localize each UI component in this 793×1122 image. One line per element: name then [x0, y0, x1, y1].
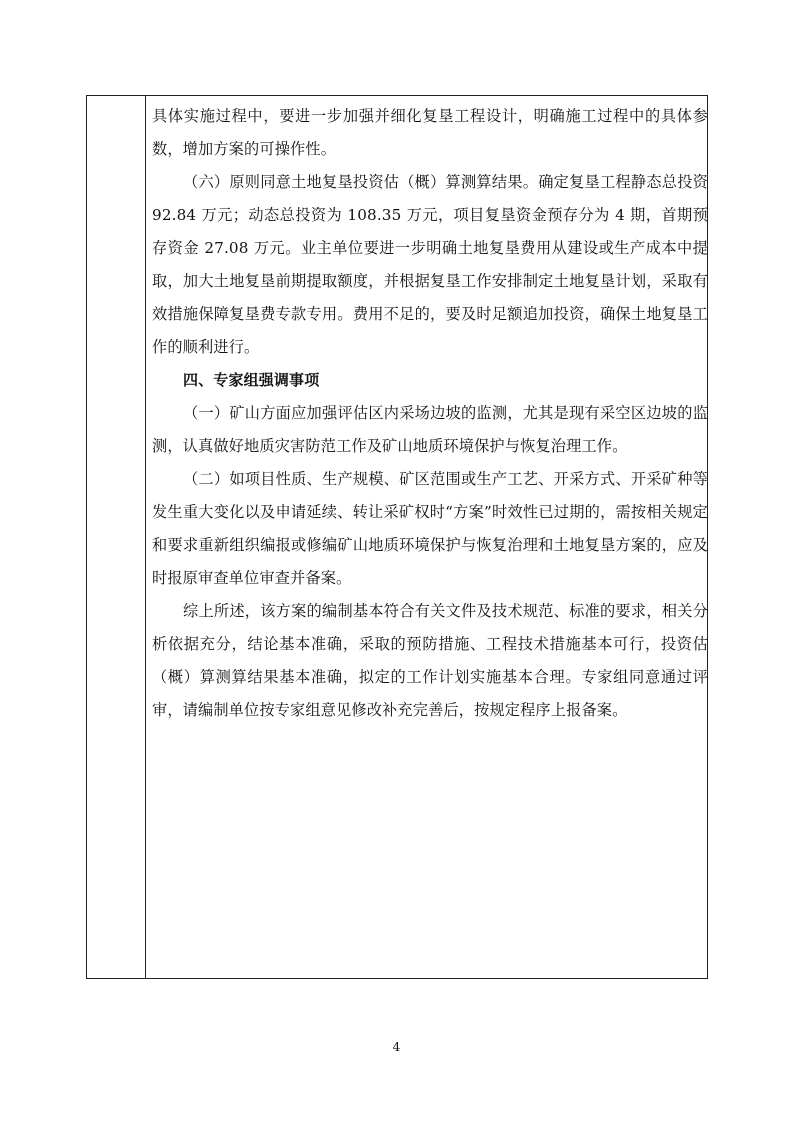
table-label-column: [87, 96, 146, 978]
opinion-table: [86, 95, 708, 979]
paragraph-item-1-monitoring: （一）矿山方面应加强评估区内采场边坡的监测，尤其是现有采空区边坡的监测，认真做好地质灾害防范工作及矿山地质环境保护与恢复治理工作。: [152, 404, 708, 455]
section-heading-expert-emphasis: 四、专家组强调事项: [183, 371, 320, 389]
paragraph-item-6-investment: （六）原则同意土地复垦投资估（概）算测算结果。确定复垦工程静态总投资 92.84 万元；动态总投资为 108.35 万元，项目复垦资金预存分为 4 期，首期预存资金 27.08 万元。业主单位要进一步明确土地复垦费用从建设或生产成本中提取，加大土地复垦前期提取额度，并根据复垦工作安排制定土地复垦计划，采取有效措施保障复垦费专款专用。费用不足的，要及时足额追加投资，确保土地复垦工作的顺利进行。: [152, 173, 708, 356]
table-content-cell: [147, 100, 708, 727]
paragraph-continuation: 具体实施过程中，要进一步加强并细化复垦工程设计，明确施工过程中的具体参数，增加方案的可操作性。: [152, 107, 708, 158]
page-number: 4: [392, 1040, 401, 1054]
paragraph-item-2-changes: （二）如项目性质、生产规模、矿区范围或生产工艺、开采方式、开采矿种等发生重大变化以及申请延续、转让采矿权时“方案”时效性已过期的，需按相关规定和要求重新组织编报或修编矿山地质环境保护与恢复治理和土地复垦方案的，应及时报原审查单位审查并备案。: [152, 470, 708, 587]
paragraph-conclusion: 综上所述，该方案的编制基本符合有关文件及技术规范、标准的要求，相关分析依据充分，结论基本准确，采取的预防措施、工程技术措施基本可行，投资估（概）算测算结果基本准确，拟定的工作计划实施基本合理。专家组同意通过评审，请编制单位按专家组意见修改补充完善后，按规定程序上报备案。: [152, 602, 708, 719]
